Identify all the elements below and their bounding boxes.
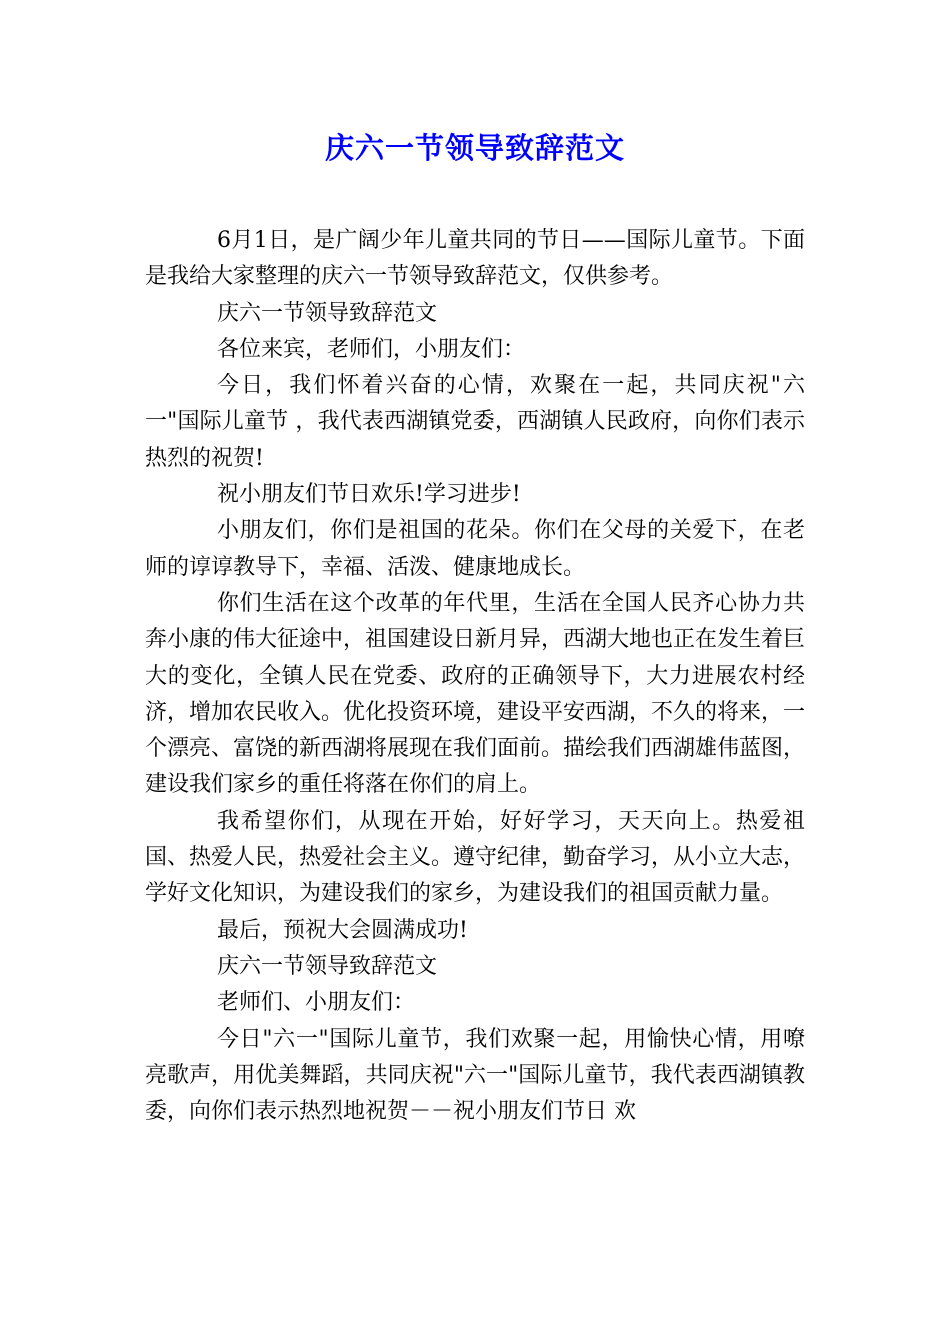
paragraph: 我希望你们，从现在开始，好好学习，天天向上。热爱祖国、热爱人民，热爱社会主义。遵守纪律，勤奋学习，从小立大志，学好文化知识，为建设我们的家乡，为建设我们的祖国贡献力量。 xyxy=(145,808,806,907)
paragraph: 庆六一节领导致辞范文 xyxy=(217,953,438,979)
paragraph: 庆六一节领导致辞范文 xyxy=(217,300,438,326)
document-body xyxy=(145,223,805,1130)
paragraph: 今日，我们怀着兴奋的心情，欢聚在一起，共同庆祝"六一"国际儿童节 ，我代表西湖镇党委，西湖镇人民政府，向你们表示热烈的祝贺! xyxy=(145,373,805,471)
paragraph: 最后，预祝大会圆满成功! xyxy=(217,917,468,943)
paragraph: 你们生活在这个改革的年代里，生活在全国人民齐心协力共奔小康的伟大征途中，祖国建设日新月异，西湖大地也正在发生着巨大的变化，全镇人民在党委、政府的正确领导下，大力进展农村经济，增加农民收入。优化投资环境，建设平安西湖，不久的将来，一个漂亮、富饶的新西湖将展现在我们面前。描绘我们西湖雄伟蓝图，建设我们家乡的重任将落在你们的肩上。 xyxy=(145,590,806,798)
paragraph: 祝小朋友们节日欢乐!学习进步! xyxy=(217,482,521,508)
paragraph: 6月1日，是广阔少年儿童共同的节日——国际儿童节。下面是我给大家整理的庆六一节领导致辞范文，仅供参考。 xyxy=(145,228,805,290)
paragraph: 今日"六一"国际儿童节，我们欢聚一起，用愉快心情，用嘹亮歌声，用优美舞蹈，共同庆祝"六一"国际儿童节，我代表西湖镇教委，向你们表示热烈地祝贺－－祝小朋友们节日 欢 xyxy=(145,1026,805,1125)
document-title: 庆六一节领导致辞范文 xyxy=(324,131,625,165)
paragraph: 小朋友们，你们是祖国的花朵。你们在父母的关爱下，在老师的谆谆教导下，幸福、活泼、健康地成长。 xyxy=(145,518,805,580)
paragraph: 老师们、小朋友们： xyxy=(217,990,416,1016)
paragraph: 各位来宾，老师们，小朋友们： xyxy=(217,336,526,362)
